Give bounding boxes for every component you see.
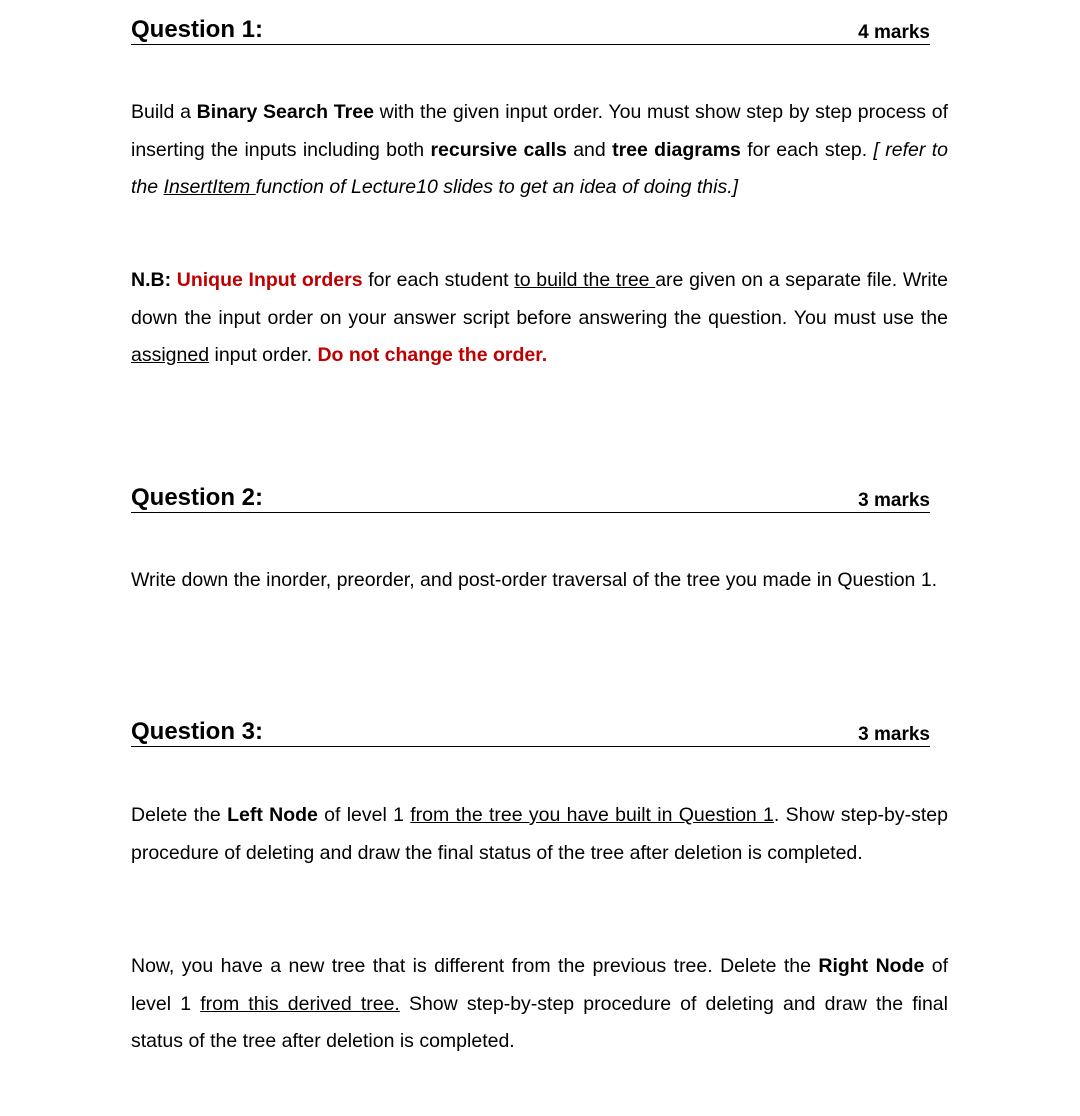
question-1-marks: 4 marks [858, 22, 930, 43]
question-2-header [131, 482, 930, 513]
nb-label: N.B: [131, 269, 172, 291]
bst-term: Binary Search Tree [196, 101, 374, 123]
recursive-calls-term: recursive calls [430, 138, 567, 161]
question-2-instructions: Write down the inorder, preorder, and post-order traversal of the tree you made in Question 1. [131, 569, 938, 591]
question-1-note: N.B: Unique Input orders for each student to build the tree are given on a separate file. Write down the input order on your answer script before answering the question. You must use the assigned input order. Do not change the order. [131, 269, 949, 366]
left-node-term: Left Node [227, 804, 318, 826]
tree-diagrams-term: tree diagrams [612, 138, 741, 161]
unique-input-orders: Unique Input orders [176, 269, 363, 291]
question-1-title: Question 1: [131, 16, 264, 43]
question-2-title: Question 2: [131, 484, 264, 511]
question-3-marks: 3 marks [858, 724, 930, 745]
question-1-instructions: Build a Binary Search Tree with the given input order. You must show step by step process of inserting the inputs including both recursive calls and tree diagrams for each step. [ refer to the InsertItem function of Lecture10 slides to get an idea of doing this.] [131, 101, 948, 198]
do-not-change-warning: Do not change the order. [317, 344, 548, 366]
question-1-header [131, 14, 930, 45]
insertitem-reference: InsertItem [163, 176, 256, 198]
question-3-title: Question 3: [131, 718, 264, 745]
question-2-marks: 3 marks [858, 490, 930, 511]
question-3-instructions: Delete the Left Node of level 1 from the tree you have built in Question 1. Show step-by-step procedure of deleting and draw the final status of the tree after deletion is completed. [131, 804, 948, 864]
right-node-term: Right Node [818, 955, 925, 977]
question-3-followup: Now, you have a new tree that is different from the previous tree. Delete the Right Node of level 1 from this derived tree. Show step-by-step procedure of deleting and draw the final status of the tree after deletion is completed. [131, 955, 948, 1052]
question-3-header [131, 716, 930, 747]
